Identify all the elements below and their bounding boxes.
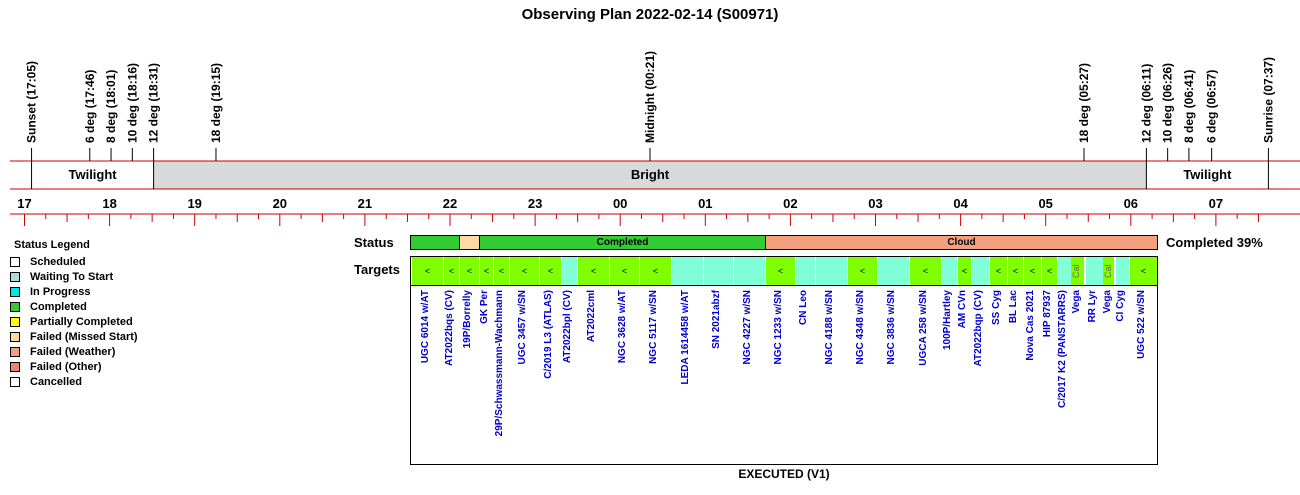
target-cell[interactable] [671,257,703,285]
legend-label: In Progress [30,286,91,298]
target-name-link[interactable]: NGC 3836 w/SN [886,290,897,365]
target-name-link[interactable]: AT2022bpl (CV) [562,290,573,364]
target-cell[interactable]: Cal [1071,257,1085,285]
target-name-link[interactable]: NGC 5117 w/SN [648,290,659,364]
event-label: 6 deg (17:46) [82,69,97,143]
event-label: Sunset (17:05) [24,60,39,143]
target-cell[interactable]: < [1129,257,1157,285]
target-cell[interactable] [795,257,815,285]
hour-label: 17 [17,196,32,211]
band-label: Twilight [1183,167,1232,182]
target-cell[interactable]: < [847,257,877,285]
target-name-link[interactable]: NGC 1233 w/SN [773,290,784,365]
hour-label: 07 [1208,196,1224,211]
target-name-link[interactable]: C/2017 K2 (PANSTARRS) [1057,290,1068,408]
legend-swatch [10,257,20,267]
event-label: 10 deg (18:16) [125,62,140,143]
target-cell[interactable]: < [493,257,509,285]
target-name-link[interactable]: AT2022bqp (CV) [973,290,984,367]
legend-swatch [10,332,20,342]
legend-item [10,270,113,284]
target-name-link[interactable]: SS Cyg [991,290,1002,326]
legend-item [10,375,82,389]
target-cell[interactable]: < [957,257,971,285]
target-cell[interactable]: < [609,257,639,285]
event-label: Sunrise (07:37) [1261,56,1276,143]
target-name-link[interactable]: CI Cyg [1115,290,1126,322]
band-label: Twilight [68,167,117,182]
hour-label: 05 [1038,196,1053,211]
night-timeline [0,0,1300,230]
hour-label: 06 [1123,196,1139,211]
target-cell[interactable] [877,257,909,285]
legend-label: Partially Completed [30,316,133,328]
legend-label: Completed [30,301,87,313]
hour-label: 01 [698,196,713,211]
target-name-link[interactable]: RR Lyr [1087,290,1098,323]
legend-label: Failed (Other) [30,361,102,373]
hour-label: 18 [102,196,117,211]
legend-swatch [10,317,20,327]
target-name-link[interactable]: Nova Cas 2021 [1025,290,1036,361]
target-cell[interactable]: < [765,257,795,285]
target-cell[interactable]: < [443,257,459,285]
event-label: 10 deg (06:26) [1160,62,1175,143]
hour-label: 19 [187,196,202,211]
targets-bar [410,256,1158,285]
target-name-link[interactable]: Vega [1102,290,1113,314]
legend-item [10,300,87,314]
status-legend-title: Status Legend [14,239,90,251]
target-name-link[interactable]: NGC 4188 w/SN [824,290,835,365]
target-name-link[interactable]: UGC 522 w/SN [1136,290,1147,359]
target-cell[interactable] [941,257,957,285]
legend-item [10,285,91,299]
target-cell[interactable]: < [1041,257,1057,285]
event-label: 18 deg (19:15) [208,62,223,143]
target-cell[interactable]: < [639,257,671,285]
status-segment: Completed [479,236,765,249]
legend-item [10,315,133,329]
target-name-link[interactable]: UGC 3457 w/SN [517,290,528,365]
targets-row-label: Targets [354,262,400,277]
target-cell[interactable]: < [577,257,609,285]
event-label: 8 deg (18:01) [104,69,119,143]
target-name-link[interactable]: UGC 6014 w/AT [420,290,431,364]
status-bar [410,235,1158,250]
event-label: 8 deg (06:41) [1181,69,1196,143]
target-name-link[interactable]: NGC 4227 w/SN [742,290,753,365]
event-label: 6 deg (06:57) [1204,69,1219,143]
target-name-link[interactable]: CN Leo [798,290,809,325]
target-cell[interactable] [733,257,765,285]
hour-label: 23 [527,196,543,211]
target-cell[interactable] [703,257,733,285]
target-cell[interactable]: < [509,257,539,285]
target-name-link[interactable]: NGC 3628 w/AT [617,290,628,364]
target-cell[interactable]: < [1007,257,1023,285]
event-label: 12 deg (06:11) [1139,63,1154,143]
target-cell[interactable] [1085,257,1103,285]
band-label: Bright [630,167,670,182]
target-cell[interactable]: Cal [1103,257,1115,285]
target-name-link[interactable]: 29P/Schwassmann-Wachmann [494,290,505,437]
target-name-link[interactable]: NGC 4348 w/SN [855,290,866,365]
target-cell[interactable] [1115,257,1129,285]
hour-label: 21 [357,196,373,211]
target-cell[interactable]: < [459,257,479,285]
legend-label: Waiting To Start [30,271,114,283]
target-cell[interactable]: < [479,257,493,285]
event-label: Midnight (00:21) [642,51,657,143]
hour-label: 02 [783,196,798,211]
target-cell[interactable]: < [539,257,561,285]
hour-label: 20 [272,196,288,211]
legend-label: Cancelled [30,376,82,388]
target-name-link[interactable]: Vega [1071,290,1082,314]
target-name-link[interactable]: AT2022cml [586,290,597,343]
target-cell[interactable] [971,257,989,285]
target-name-link[interactable]: 19P/Borrelly [462,290,473,349]
legend-item [10,360,102,374]
legend-swatch [10,287,20,297]
status-segment [459,236,479,249]
hour-label: 04 [953,196,968,211]
target-name-link[interactable]: C/2019 L3 (ATLAS) [543,290,554,379]
target-name-link[interactable]: AM CVn [957,290,968,329]
target-name-link[interactable]: LEDA 1614458 w/AT [680,290,691,385]
legend-label: Scheduled [30,256,86,268]
legend-swatch [10,362,20,372]
legend-label: Failed (Missed Start) [30,331,138,343]
hour-label: 22 [442,196,458,211]
target-name-link[interactable]: BL Lac [1008,290,1019,324]
target-name-link[interactable]: UGCA 258 w/SN [918,290,929,366]
status-row-label: Status [354,235,394,250]
target-cell[interactable] [1057,257,1071,285]
target-cell[interactable] [815,257,847,285]
target-name-link[interactable]: 100P/Hartley [942,290,953,351]
status-segment: Cloud [765,236,1157,249]
target-cell[interactable]: < [909,257,941,285]
target-name-link[interactable]: SN 2021abzf [711,290,722,349]
hour-label: 03 [868,196,883,211]
event-label: 12 deg (18:31) [146,62,161,143]
target-name-link[interactable]: GK Per [479,290,490,324]
legend-swatch [10,377,20,387]
event-label: 18 deg (05:27) [1076,62,1091,143]
plan-title: Observing Plan 2022-02-14 (S00971) [521,6,779,23]
hour-label: 00 [612,196,628,211]
target-name-link[interactable]: HIP 87937 [1042,290,1053,338]
status-segment [411,236,459,249]
legend-item [10,330,138,344]
target-cell[interactable]: < [411,257,443,285]
target-name-link[interactable]: AT2022bqs (CV) [444,290,455,366]
target-cell[interactable]: < [1023,257,1041,285]
legend-item [10,255,86,269]
legend-swatch [10,302,20,312]
target-names-panel [410,285,1158,465]
executed-version-label: EXECUTED (V1) [738,467,830,481]
completed-percentage: Completed 39% [1166,235,1263,250]
legend-label: Failed (Weather) [30,346,116,358]
legend-swatch [10,347,20,357]
legend-swatch [10,272,20,282]
target-cell[interactable]: < [989,257,1007,285]
target-cell[interactable] [561,257,577,285]
legend-item [10,345,115,359]
